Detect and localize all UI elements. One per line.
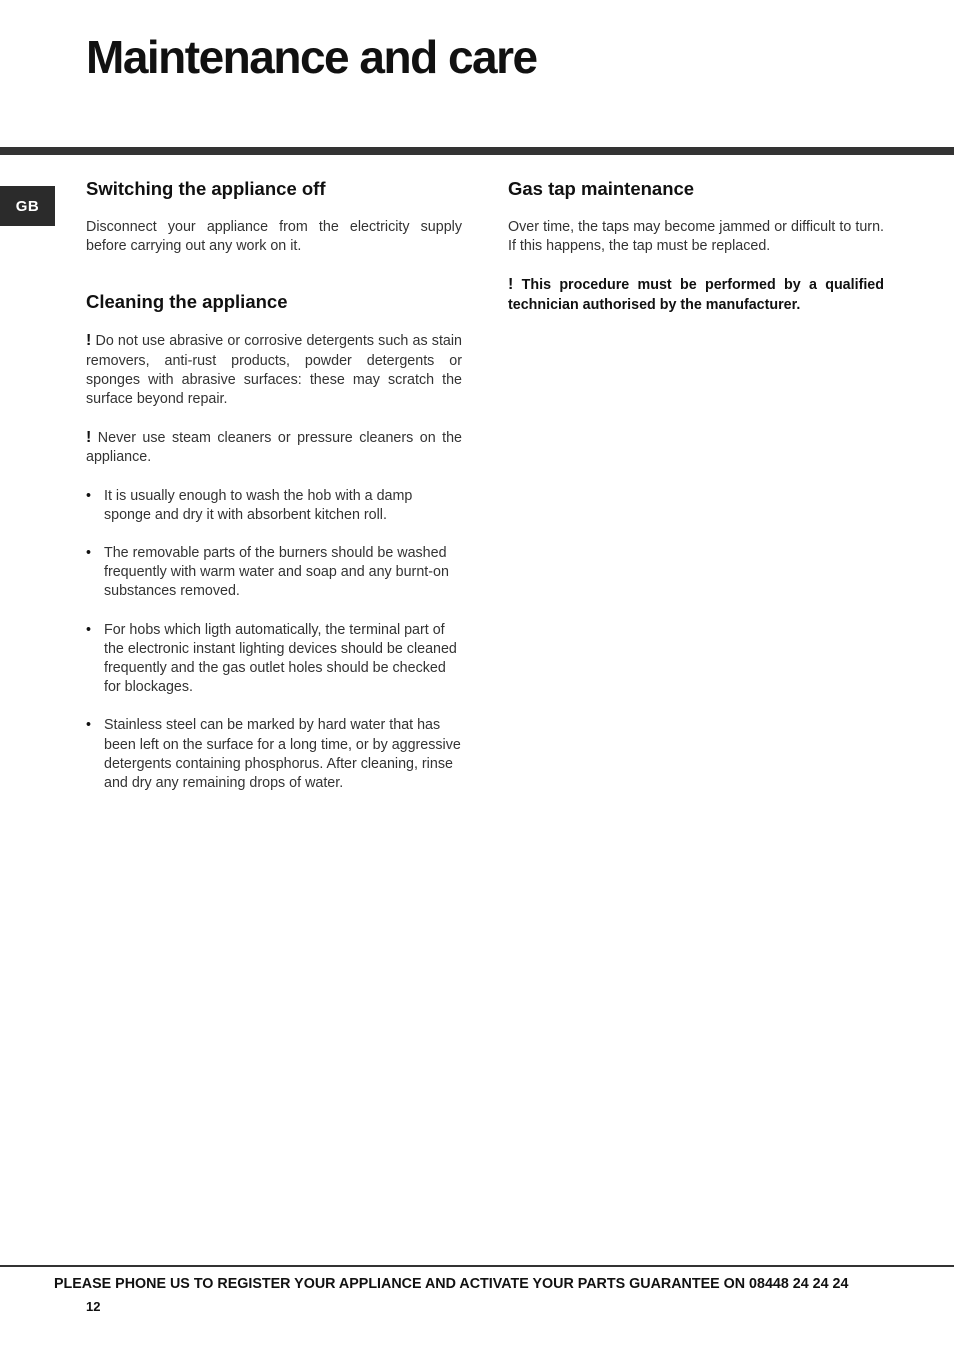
list-item [86,544,462,602]
section-switching-off [86,178,462,256]
registration-notice: PLEASE PHONE US TO REGISTER YOUR APPLIANCE AND ACTIVATE YOUR PARTS GUARANTEE ON 08448 24 24 24 [54,1276,849,1292]
list-item [86,716,462,793]
section-cleaning [86,291,462,793]
list-item-text: It is usually enough to wash the hob with a damp sponge and dry it with absorbent kitchen roll. [104,487,413,523]
list-item-text: The removable parts of the burners should be washed frequently with warm water and soap and any burnt-on substances removed. [104,545,449,600]
warning-mark: ! [86,332,92,350]
warning-mark: ! [508,276,514,294]
list-item [86,487,462,525]
list-item [86,621,462,698]
right-column [508,178,884,334]
bullet-mark: • [86,717,92,734]
section-gas-tap [508,178,884,315]
page-title: Maintenance and care [86,31,537,83]
cleaning-tips-list [86,487,462,794]
warning-paragraph [86,428,462,467]
section-text: Over time, the taps may become jammed or difficult to turn. If this happens, the tap must be replaced. [508,219,884,255]
bullet-mark: • [86,545,92,562]
bullet-mark: • [86,487,92,504]
section-heading: Gas tap maintenance [508,178,695,199]
list-item-text: For hobs which ligth automatically, the terminal part of the electronic instant lighting devices should be cleaned frequently and the gas outlet holes should be checked for blockages. [104,621,457,696]
list-item-text: Stainless steel can be marked by hard water that has been left on the surface for a long time, or by aggressive detergents containing phosphorus. After cleaning, rinse and dry any remaining drops of water. [104,717,461,792]
section-heading: Cleaning the appliance [86,291,288,313]
warning-mark: ! [86,429,92,447]
warning-paragraph [508,275,884,314]
left-column [86,178,462,812]
section-heading: Switching the appliance off [86,178,326,199]
warning-paragraph [86,331,462,409]
header-divider [0,147,954,155]
warning-text: Do not use abrasive or corrosive detergents such as stain removers, anti-rust products, powder detergents or sponges with abrasive surfaces: these may scratch the surface beyond repair. [86,333,462,408]
warning-text: Never use steam cleaners or pressure cleaners on the appliance. [86,430,462,466]
footer-divider [0,1265,954,1267]
language-tab: GB [0,186,55,226]
page-number: 12 [86,1299,101,1314]
bullet-mark: • [86,621,92,638]
section-text: Disconnect your appliance from the electricity supply before carrying out any work on it. [86,219,462,255]
warning-text: This procedure must be performed by a qualified technician authorised by the manufacturer. [508,277,884,313]
